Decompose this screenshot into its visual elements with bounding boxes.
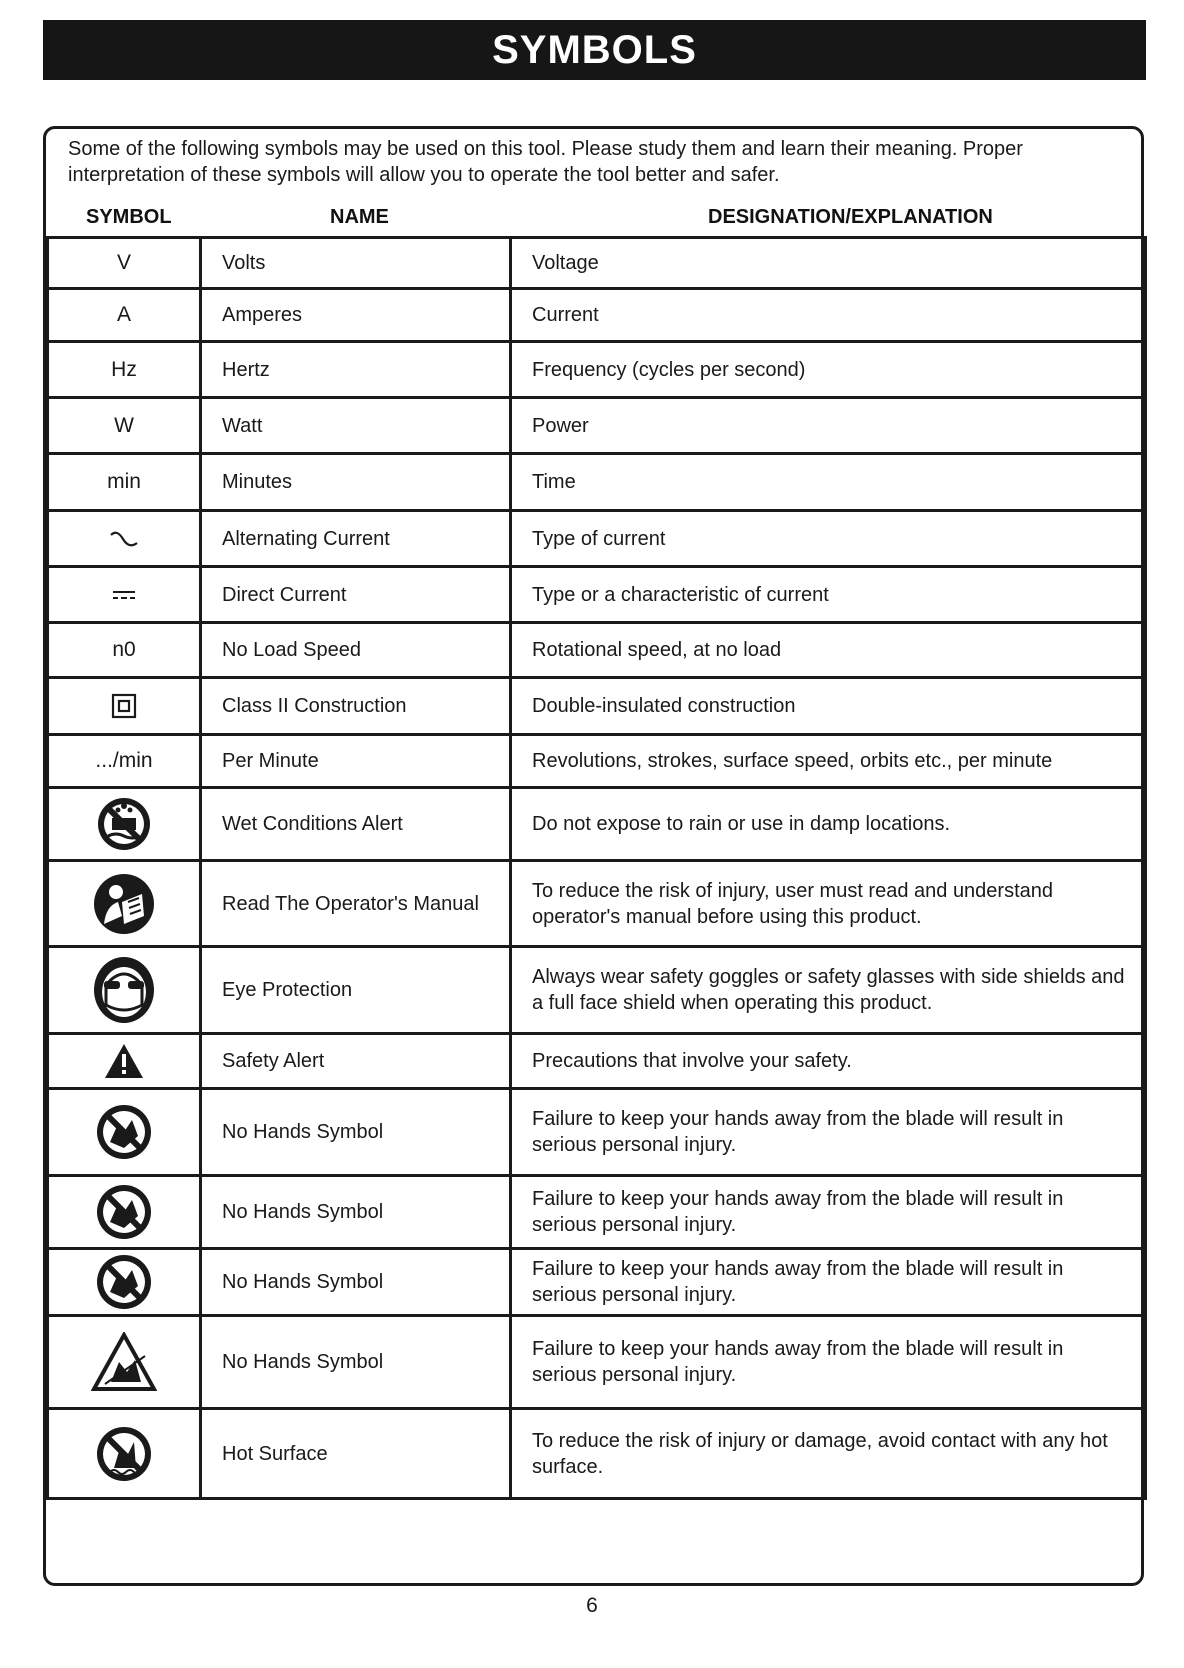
table-row bbox=[48, 289, 1146, 342]
column-header-designation: DESIGNATION/EXPLANATION bbox=[708, 206, 993, 228]
name-cell: Class II Construction bbox=[201, 678, 511, 735]
designation-cell: Rotational speed, at no load bbox=[511, 623, 1146, 678]
symbol-cell bbox=[48, 1249, 201, 1316]
designation-cell: Frequency (cycles per second) bbox=[511, 342, 1146, 398]
symbol-cell bbox=[48, 861, 201, 947]
name-cell: No Hands Symbol bbox=[201, 1089, 511, 1176]
table-row bbox=[48, 1034, 1146, 1089]
eye-protection-icon bbox=[49, 955, 199, 1025]
table-row bbox=[48, 623, 1146, 678]
table-row bbox=[48, 1316, 1146, 1409]
name-cell: Watt bbox=[201, 398, 511, 454]
symbol-cell bbox=[48, 1089, 201, 1176]
symbol-cell bbox=[48, 511, 201, 567]
read-manual-icon bbox=[49, 872, 199, 936]
symbol-cell bbox=[48, 1034, 201, 1089]
name-cell: Volts bbox=[201, 238, 511, 289]
direct-current-icon bbox=[49, 588, 199, 602]
symbol-cell bbox=[48, 678, 201, 735]
designation-cell: Failure to keep your hands away from the blade will result in serious personal injury. bbox=[511, 1176, 1146, 1249]
symbol-text: W bbox=[114, 413, 134, 437]
symbol-cell bbox=[48, 454, 201, 511]
wet-conditions-alert-icon bbox=[49, 794, 199, 854]
table-row bbox=[48, 1176, 1146, 1249]
name-cell: No Hands Symbol bbox=[201, 1249, 511, 1316]
class-ii-construction-icon bbox=[49, 693, 199, 719]
designation-cell: Double-insulated construction bbox=[511, 678, 1146, 735]
table-row bbox=[48, 238, 1146, 289]
table-row bbox=[48, 567, 1146, 623]
name-cell: Hertz bbox=[201, 342, 511, 398]
name-cell: No Hands Symbol bbox=[201, 1316, 511, 1409]
alternating-current-icon bbox=[49, 529, 199, 549]
symbols-table bbox=[46, 236, 1147, 1500]
symbol-text: V bbox=[116, 251, 131, 274]
table-row bbox=[48, 678, 1146, 735]
symbol-cell bbox=[48, 238, 201, 289]
table-row bbox=[48, 1409, 1146, 1499]
table-row bbox=[48, 511, 1146, 567]
name-cell: Safety Alert bbox=[201, 1034, 511, 1089]
designation-cell: Power bbox=[511, 398, 1146, 454]
table-row bbox=[48, 1089, 1146, 1176]
symbol-cell bbox=[48, 947, 201, 1034]
designation-cell: Failure to keep your hands away from the blade will result in serious personal injury. bbox=[511, 1316, 1146, 1409]
symbol-text: n0 bbox=[112, 638, 136, 661]
no-hands-triangle-icon bbox=[49, 1332, 199, 1392]
no-hands-icon bbox=[49, 1102, 199, 1162]
designation-cell: Failure to keep your hands away from the blade will result in serious personal injury. bbox=[511, 1089, 1146, 1176]
designation-cell: Always wear safety goggles or safety glasses with side shields and a full face shield when operating this product. bbox=[511, 947, 1146, 1034]
symbol-cell bbox=[48, 623, 201, 678]
page-title: SYMBOLS bbox=[43, 20, 1146, 80]
designation-cell: Current bbox=[511, 289, 1146, 342]
designation-cell: Failure to keep your hands away from the blade will result in serious personal injury. bbox=[511, 1249, 1146, 1316]
column-header-name: NAME bbox=[330, 206, 389, 228]
symbol-cell bbox=[48, 567, 201, 623]
safety-alert-icon bbox=[49, 1042, 199, 1080]
symbol-cell bbox=[48, 735, 201, 788]
designation-cell: Voltage bbox=[511, 238, 1146, 289]
no-hands-icon bbox=[49, 1182, 199, 1242]
column-header-symbol: SYMBOL bbox=[86, 206, 172, 228]
table-row bbox=[48, 861, 1146, 947]
designation-cell: Type of current bbox=[511, 511, 1146, 567]
table-row bbox=[48, 454, 1146, 511]
designation-cell: Time bbox=[511, 454, 1146, 511]
symbol-text: A bbox=[116, 303, 131, 326]
designation-cell: Precautions that involve your safety. bbox=[511, 1034, 1146, 1089]
symbol-cell bbox=[48, 1409, 201, 1499]
table-row bbox=[48, 398, 1146, 454]
designation-cell: Revolutions, strokes, surface speed, orbits etc., per minute bbox=[511, 735, 1146, 788]
name-cell: Eye Protection bbox=[201, 947, 511, 1034]
name-cell: Amperes bbox=[201, 289, 511, 342]
name-cell: Direct Current bbox=[201, 567, 511, 623]
name-cell: Hot Surface bbox=[201, 1409, 511, 1499]
table-row bbox=[48, 788, 1146, 861]
symbol-cell bbox=[48, 1176, 201, 1249]
symbol-cell bbox=[48, 289, 201, 342]
name-cell: Alternating Current bbox=[201, 511, 511, 567]
designation-cell: To reduce the risk of injury, user must read and understand operator's manual before using this product. bbox=[511, 861, 1146, 947]
hot-surface-icon bbox=[49, 1424, 199, 1484]
page-number: 6 bbox=[586, 1594, 598, 1617]
name-cell: Minutes bbox=[201, 454, 511, 511]
name-cell: Per Minute bbox=[201, 735, 511, 788]
no-hands-icon bbox=[49, 1252, 199, 1312]
table-row bbox=[48, 342, 1146, 398]
table-row bbox=[48, 735, 1146, 788]
designation-cell: Type or a characteristic of current bbox=[511, 567, 1146, 623]
symbol-cell bbox=[48, 788, 201, 861]
symbol-cell bbox=[48, 1316, 201, 1409]
symbol-cell bbox=[48, 342, 201, 398]
designation-cell: To reduce the risk of injury or damage, avoid contact with any hot surface. bbox=[511, 1409, 1146, 1499]
symbol-text: min bbox=[107, 470, 141, 493]
name-cell: Read The Operator's Manual bbox=[201, 861, 511, 947]
designation-cell: Do not expose to rain or use in damp locations. bbox=[511, 788, 1146, 861]
symbol-cell bbox=[48, 398, 201, 454]
intro-text: Some of the following symbols may be used on this tool. Please study them and learn their meaning. Proper interpretation of these symbols will allow you to operate the tool better and safer. bbox=[68, 138, 1023, 186]
name-cell: Wet Conditions Alert bbox=[201, 788, 511, 861]
table-row bbox=[48, 1249, 1146, 1316]
table-row bbox=[48, 947, 1146, 1034]
name-cell: No Hands Symbol bbox=[201, 1176, 511, 1249]
name-cell: No Load Speed bbox=[201, 623, 511, 678]
symbol-text: .../min bbox=[95, 749, 153, 772]
symbol-text: Hz bbox=[111, 357, 137, 381]
